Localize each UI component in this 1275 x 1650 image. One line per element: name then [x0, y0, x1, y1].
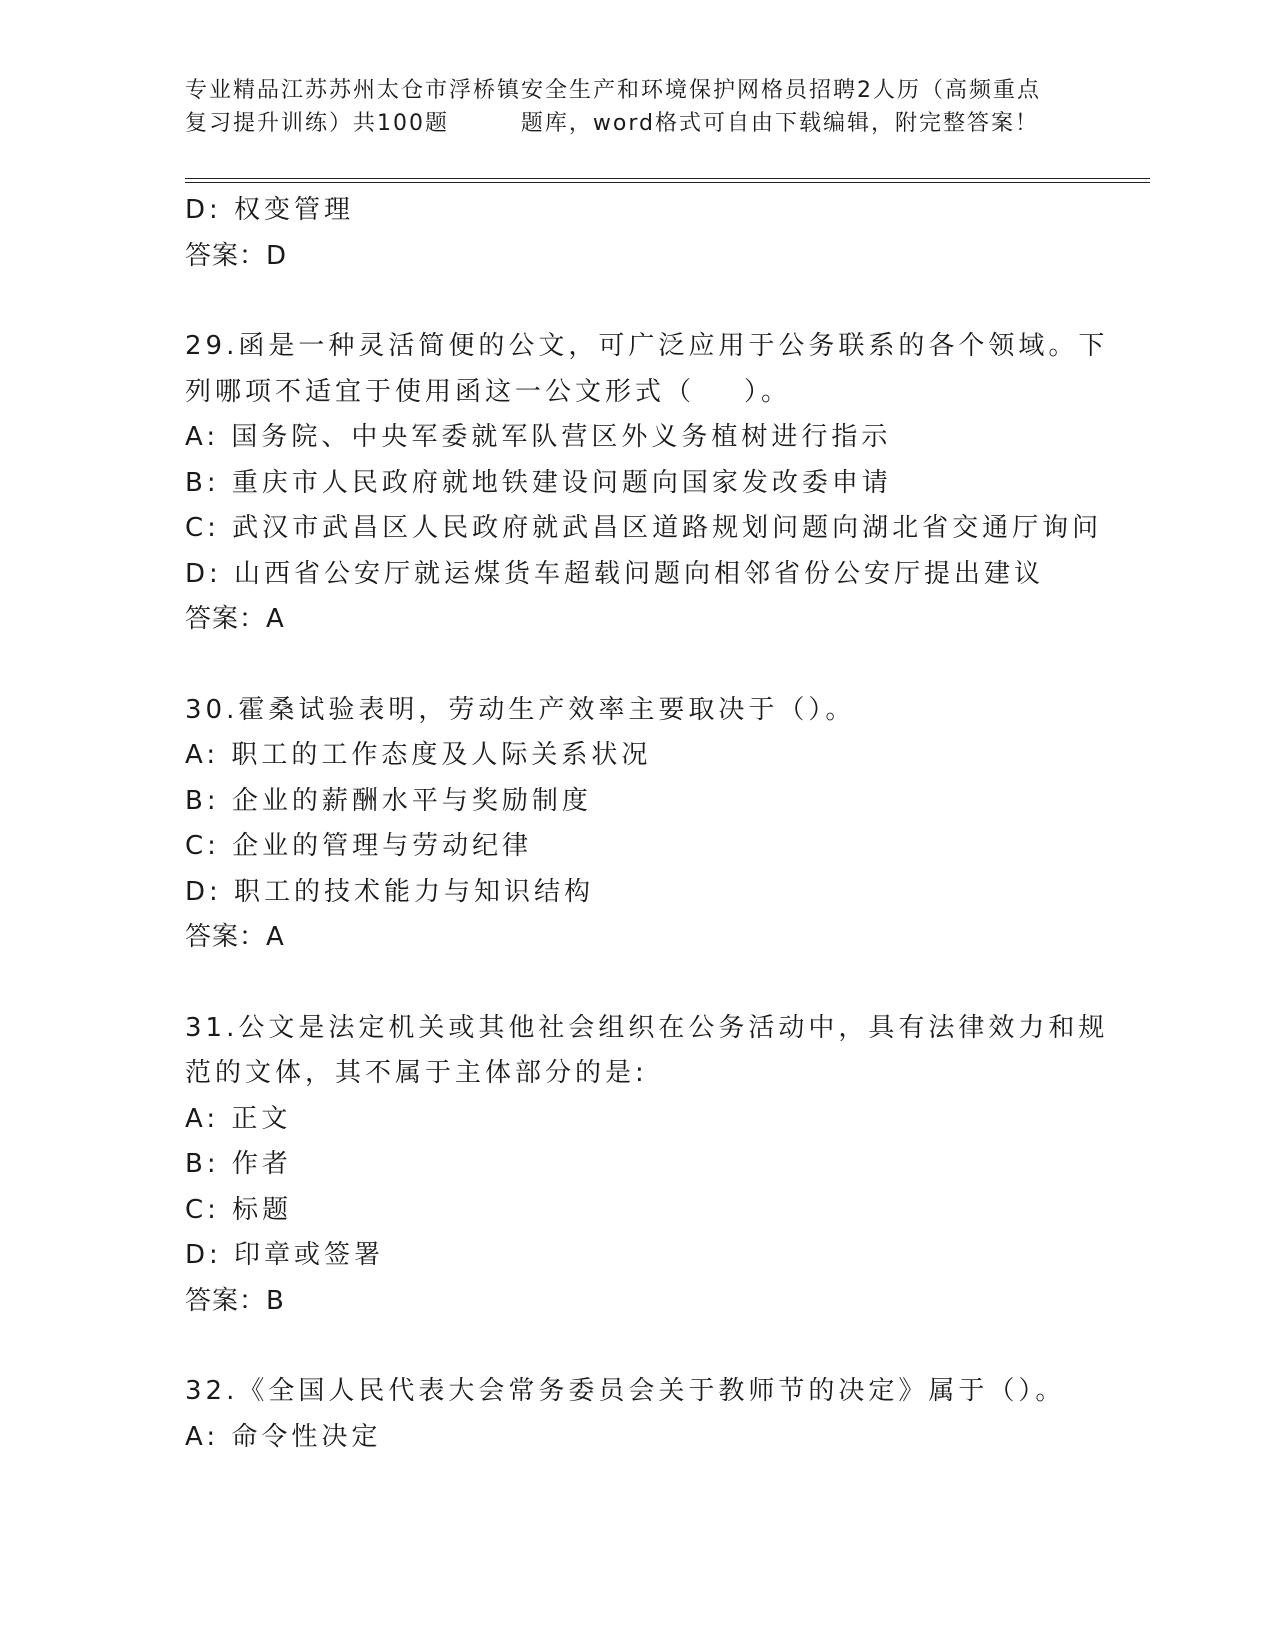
q29-stem-line2: 列哪项不适宜于使用函这一公文形式（ ）。: [185, 376, 792, 407]
q31-option-b: B: 作者: [185, 1149, 292, 1179]
q29-option-b: B: 重庆市人民政府就地铁建设问题向国家发改委申请: [185, 467, 892, 498]
q31-option-c: C: 标题: [185, 1194, 293, 1225]
q31-stem-line1: 31.公文是法定机关或其他社会组织在公务活动中，具有法律效力和规: [185, 1012, 1109, 1043]
q30-option-d: D: 职工的技术能力与知识结构: [185, 876, 595, 907]
header-title-line1: 专业精品江苏苏州太仓市浮桥镇安全生产和环境保护网格员招聘2人历（高频重点: [185, 78, 1041, 103]
question-31: [185, 1006, 1109, 1325]
header-rule-top: [185, 178, 1150, 179]
q29-option-a: A: 国务院、中央军委就军队营区外义务植树进行指示: [185, 422, 892, 452]
q30-option-a: A: 职工的工作态度及人际关系状况: [185, 740, 652, 770]
q29-option-c: C: 武汉市武昌区人民政府就武昌区道路规划问题向湖北省交通厅询问: [185, 513, 1103, 543]
q30-option-c: C: 企业的管理与劳动纪律: [185, 831, 533, 861]
q31-option-a: A: 正文: [185, 1103, 292, 1134]
header-rule-bottom: [185, 182, 1150, 183]
page-header: [185, 74, 1105, 140]
prev-answer: 答案：D: [185, 240, 288, 271]
q30-stem-line1: 30.霍桑试验表明，劳动生产效率主要取决于（）。: [185, 694, 856, 725]
q30-option-b: B: 企业的薪酬水平与奖励制度: [185, 785, 592, 816]
header-title-line2: 复习提升训练）共100题 题库，word格式可自由下载编辑，附完整答案！: [185, 111, 1040, 136]
question-29: [185, 324, 1109, 643]
q31-stem-line2: 范的文体，其不属于主体部分的是:: [185, 1058, 648, 1088]
spacer: [185, 961, 1085, 1006]
spacer: [185, 279, 1085, 324]
spacer: [185, 643, 1085, 688]
spacer: [185, 1324, 1085, 1369]
q32-option-a: A: 命令性决定: [185, 1421, 382, 1452]
question-30: [185, 688, 1085, 961]
q31-option-d: D: 印章或签署: [185, 1240, 385, 1270]
prev-option-d: D: 权变管理: [185, 195, 355, 225]
q32-stem-line1: 32.《全国人民代表大会常务委员会关于教师节的决定》属于（）。: [185, 1376, 1066, 1406]
q30-answer: 答案：A: [185, 922, 285, 952]
q29-stem-line1: 29.函是一种灵活简便的公文，可广泛应用于公务联系的各个领域。下: [185, 331, 1109, 361]
q31-answer: 答案：B: [185, 1285, 285, 1316]
q29-option-d: D: 山西省公安厅就运煤货车超载问题向相邻省份公安厅提出建议: [185, 558, 1045, 589]
q29-answer: 答案：A: [185, 604, 285, 634]
question-32: [185, 1369, 1085, 1460]
question-content: [185, 188, 1109, 1460]
